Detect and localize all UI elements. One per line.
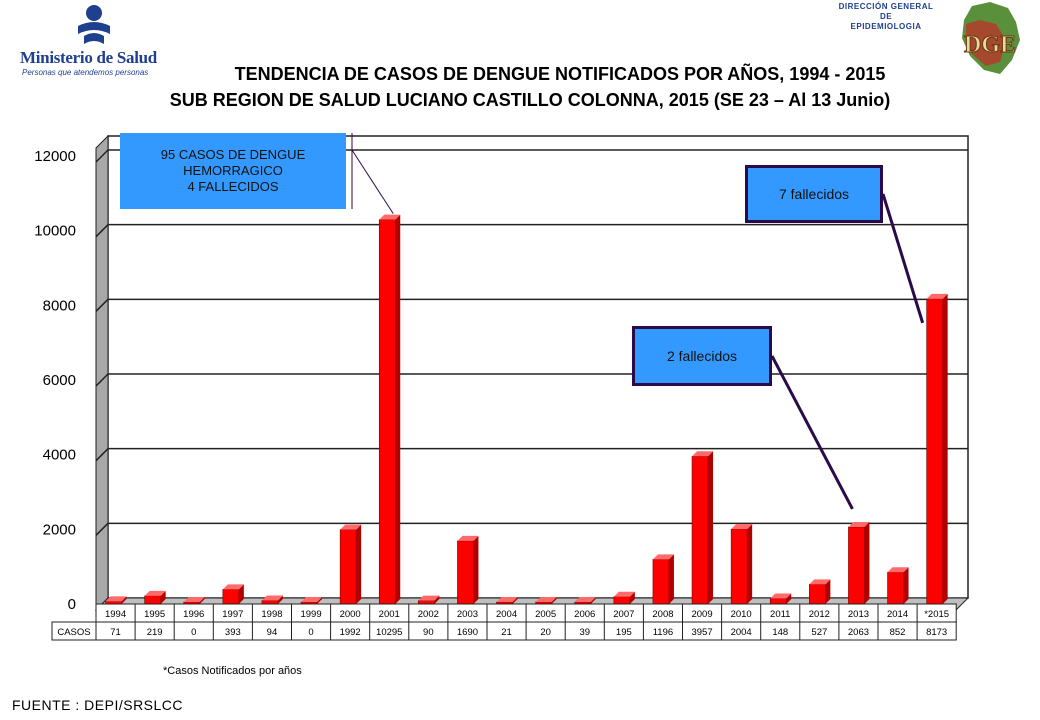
data-label: 1690 xyxy=(456,627,479,638)
bar-side xyxy=(747,524,752,604)
dge-caption-line2: EPIDEMIOLOGIA xyxy=(850,22,922,31)
x-tick-label: 2010 xyxy=(730,609,752,620)
data-label: 2063 xyxy=(847,627,870,638)
data-label: 393 xyxy=(224,627,241,638)
x-tick-label: 2004 xyxy=(495,609,518,620)
x-tick-label: 2007 xyxy=(613,609,635,620)
bar xyxy=(848,527,864,604)
callout-2015: 7 fallecidos xyxy=(745,165,883,223)
y-tick-label: 10000 xyxy=(34,222,76,240)
bar xyxy=(809,584,825,604)
data-label: 71 xyxy=(110,627,121,638)
bar xyxy=(692,456,708,604)
bar-side xyxy=(708,451,713,604)
data-label: 1992 xyxy=(339,627,361,638)
x-tick-label: 2005 xyxy=(535,609,557,620)
chart-title-line2: SUB REGION DE SALUD LUCIANO CASTILLO COLONNA, 2015 (SE 23 – Al 13 Junio) xyxy=(169,90,891,110)
y-tick-label: 4000 xyxy=(42,446,76,464)
y-tick-label: 2000 xyxy=(42,521,76,539)
source-text: FUENTE : DEPI/SRSLCC xyxy=(12,697,184,713)
bar xyxy=(614,597,630,604)
bar xyxy=(927,299,943,604)
data-label: 3957 xyxy=(691,627,713,638)
x-tick-label: 2013 xyxy=(847,609,870,620)
data-label: 21 xyxy=(501,627,512,638)
data-label: 20 xyxy=(540,627,551,638)
x-tick-label: 2009 xyxy=(691,609,713,620)
bar xyxy=(457,541,473,604)
x-tick-label: 1997 xyxy=(222,609,244,620)
bar-side xyxy=(356,525,361,604)
x-tick-label: 1998 xyxy=(261,609,283,620)
bar-side xyxy=(473,536,478,604)
bar xyxy=(418,601,434,604)
data-label: 10295 xyxy=(376,627,403,638)
bar-side xyxy=(669,554,674,604)
x-tick-label: 2000 xyxy=(339,609,361,620)
x-tick-label: 2012 xyxy=(808,609,830,620)
y-tick-label: 0 xyxy=(67,596,76,613)
bar xyxy=(731,529,747,604)
dge-caption-line1: DIRECCIÓN GENERAL DE xyxy=(838,2,934,21)
data-label: 90 xyxy=(423,627,434,638)
x-tick-label: 2003 xyxy=(456,609,479,620)
x-tick-label: 1996 xyxy=(183,609,205,620)
data-label: 852 xyxy=(889,627,906,638)
bar xyxy=(340,530,356,604)
chart-title-line1: TENDENCIA DE CASOS DE DENGUE NOTIFICADOS POR AÑOS, 1994 - 2015 xyxy=(234,64,886,84)
data-label: 527 xyxy=(811,627,828,638)
bar xyxy=(223,589,239,604)
data-label: 195 xyxy=(615,627,632,638)
dge-logo-text: DGE xyxy=(963,32,1017,58)
data-label: 94 xyxy=(266,627,278,638)
bar-side xyxy=(395,215,400,604)
bar-side xyxy=(904,567,909,604)
data-label: 148 xyxy=(772,627,789,638)
bar xyxy=(770,598,786,604)
y-tick-label: 8000 xyxy=(42,297,76,315)
plot-side-wall xyxy=(96,136,108,610)
x-tick-label: 1999 xyxy=(300,609,322,620)
data-label: 0 xyxy=(308,627,314,638)
x-tick-label: *2015 xyxy=(924,609,950,620)
callout-2001 xyxy=(120,133,346,209)
ministry-name: Ministerio de Salud xyxy=(20,48,157,67)
callout-2001-line2: HEMORRAGICO xyxy=(183,163,283,178)
footnote: *Casos Notificados por años xyxy=(163,665,302,677)
y-tick-label: 6000 xyxy=(42,372,76,389)
x-tick-label: 2001 xyxy=(378,609,400,620)
callout-2001-line1: 95 CASOS DE DENGUE xyxy=(160,147,306,162)
data-label: 1196 xyxy=(652,627,674,638)
callout-2013: 2 fallecidos xyxy=(632,326,772,386)
x-tick-label: 1995 xyxy=(144,609,166,620)
y-tick-label: 12000 xyxy=(34,148,76,165)
ministry-tagline: Personas que atendemos personas xyxy=(22,68,149,77)
bar-side xyxy=(864,522,869,604)
bar xyxy=(653,559,669,604)
x-tick-label: 2011 xyxy=(770,609,791,620)
x-tick-label: 1994 xyxy=(104,609,127,620)
callout-2001-line3: 4 FALLECIDOS xyxy=(187,179,279,194)
table-row-label: CASOS xyxy=(57,627,91,638)
bar-side xyxy=(943,294,948,604)
data-label: 39 xyxy=(579,627,591,638)
bar xyxy=(145,596,161,604)
data-label: 8173 xyxy=(926,627,948,638)
x-tick-label: 2008 xyxy=(652,609,674,620)
x-tick-label: 2002 xyxy=(417,609,439,620)
data-label: 0 xyxy=(191,627,197,638)
data-label: 219 xyxy=(146,627,163,638)
x-tick-label: 2014 xyxy=(886,609,909,620)
bar xyxy=(262,600,278,604)
data-label: 2004 xyxy=(730,627,752,638)
bar xyxy=(379,220,395,604)
bar xyxy=(888,572,904,604)
x-tick-label: 2006 xyxy=(574,609,596,620)
